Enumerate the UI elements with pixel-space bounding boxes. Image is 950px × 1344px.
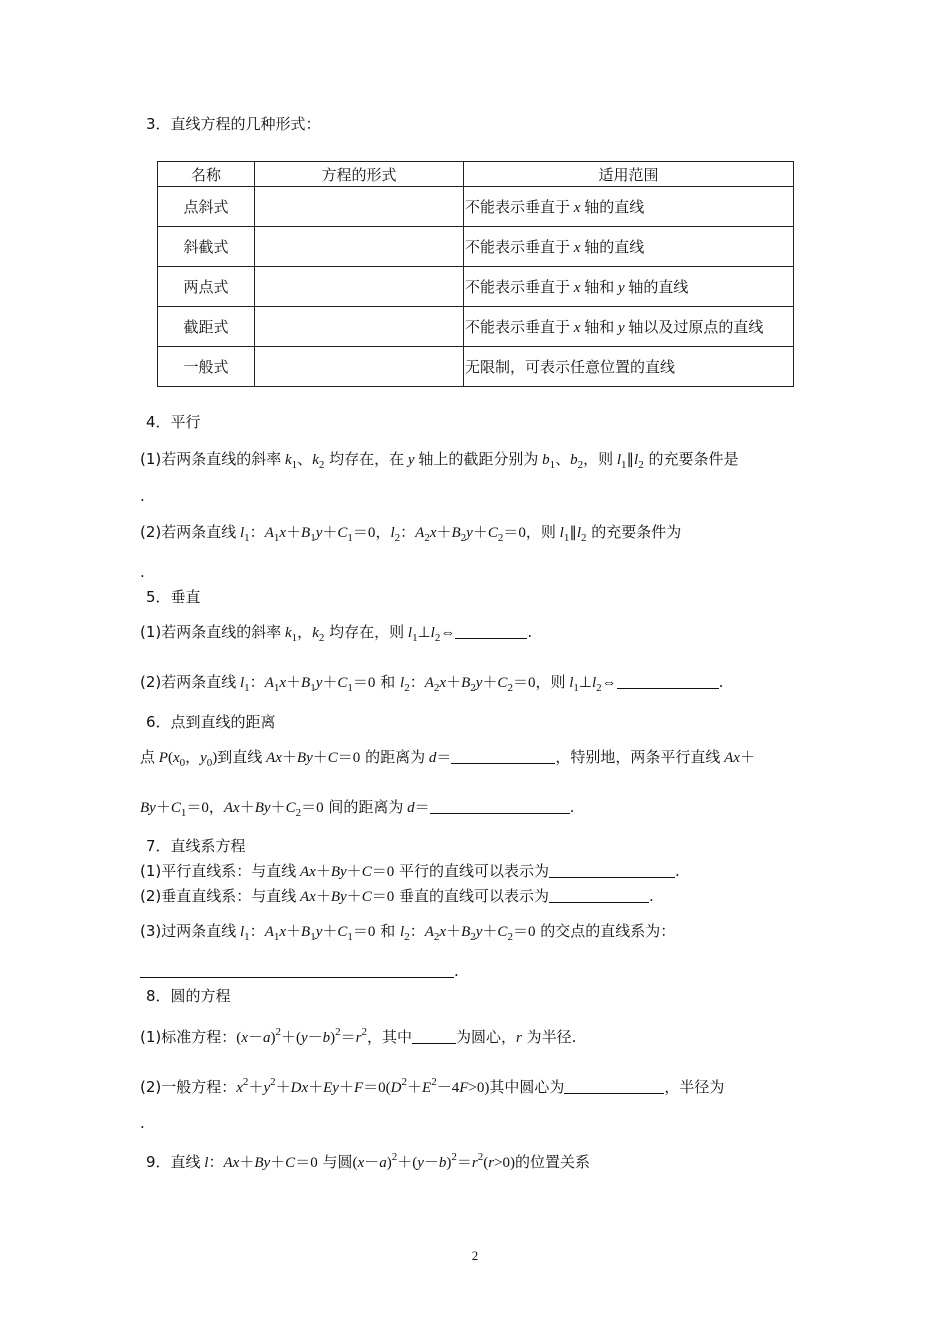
table-cell-formula <box>255 347 464 387</box>
section-6-heading: 6．点到直线的距离 <box>146 713 276 731</box>
line-family-item-3-blank: . <box>140 961 459 981</box>
table-row <box>158 307 794 347</box>
table-cell-scope: 不能表示垂直于 x 轴的直线 <box>464 187 794 227</box>
table-row <box>158 347 794 387</box>
table-row <box>158 227 794 267</box>
table-cell-scope: 不能表示垂直于 x 轴和 y 轴的直线 <box>464 267 794 307</box>
circle-general-equation: (2)一般方程：$x^2+y^2+Dx+Ey+F=0(D^2+E^2-4F>0)$其中圆心为 ，半径为 <box>140 1076 725 1096</box>
table-header-formula: 方程的形式 <box>255 162 464 187</box>
parallel-item-2: (2)若两条直线 $l_1$：$A_1x+B_1y+C_1=0$，$l_2$：$A_2x+B_2y+C_2=0$，则 $l_1\parallel l_2$ 的充要条件为 <box>140 523 682 544</box>
circle-standard-equation: (1)标准方程：$(x-a)^2+(y-b)^2=r^2$，其中 为圆心，r 为半径. <box>140 1026 577 1046</box>
section-7-heading: 7．直线系方程 <box>146 837 246 855</box>
table-row <box>158 267 794 307</box>
table-cell-formula <box>255 267 464 307</box>
table-cell-name: 两点式 <box>158 267 255 307</box>
table-cell-scope: 不能表示垂直于 x 轴的直线 <box>464 227 794 267</box>
table-row <box>158 187 794 227</box>
section-4-heading: 4．平行 <box>146 413 201 431</box>
section-3-heading: 3．直线方程的几种形式： <box>146 115 321 133</box>
table-cell-name: 一般式 <box>158 347 255 387</box>
table-cell-formula <box>255 227 464 267</box>
table-header-name: 名称 <box>158 162 255 187</box>
line-family-item-3: (3)过两条直线 $l_1$：$A_1x+B_1y+C_1=0$ 和 $l_2$：$A_2x+B_2y+C_2=0$ 的交点的直线系为： <box>140 922 676 943</box>
perpendicular-item-2: (2)若两条直线 $l_1$：$A_1x+B_1y+C_1=0$ 和 $l_2$：$A_2x+B_2y+C_2=0$，则 $l_1\perp l_2\Leftrightarrow$ . <box>140 673 724 694</box>
parallel-item-2-end: . <box>140 563 145 581</box>
table-cell-name: 斜截式 <box>158 227 255 267</box>
line-equation-forms-table <box>157 161 794 387</box>
table-cell-name: 点斜式 <box>158 187 255 227</box>
table-header-scope: 适用范围 <box>464 162 794 187</box>
table-header-row <box>158 162 794 187</box>
page-number: 2 <box>471 1248 479 1263</box>
line-family-item-2: (2)垂直直线系：与直线 Ax＋By＋C＝0 垂直的直线可以表示为 . <box>140 887 654 905</box>
table-cell-scope: 无限制，可表示任意位置的直线 <box>464 347 794 387</box>
table-cell-scope: 不能表示垂直于 x 轴和 y 轴以及过原点的直线 <box>464 307 794 347</box>
distance-line-1: 点 $P(x_0$，$y_0$)到直线 Ax＋By＋C＝0 的距离为 d＝ ，特别地，两条平行直线 Ax＋ <box>140 748 755 769</box>
section-9-heading: 9．直线 l：Ax＋By＋C＝0 与圆$(x-a)^2+(y-b)^2=r^2(r>0)$的位置关系 <box>146 1151 591 1171</box>
distance-line-2: $By+C_1=0$，$Ax+By+C_2=0$ 间的距离为 d＝ . <box>140 798 575 819</box>
perpendicular-item-1: (1)若两条直线的斜率 $k_1$，$k_2$ 均存在，则 $l_1\perp l_2\Leftrightarrow$ . <box>140 623 533 644</box>
section-8-heading: 8．圆的方程 <box>146 987 231 1005</box>
table-cell-name: 截距式 <box>158 307 255 347</box>
parallel-item-1-end: . <box>140 487 145 505</box>
table-cell-formula <box>255 307 464 347</box>
line-family-item-1: (1)平行直线系：与直线 Ax＋By＋C＝0 平行的直线可以表示为 . <box>140 862 680 880</box>
parallel-item-1: (1)若两条直线的斜率 $k_1$、$k_2$ 均存在，在 y 轴上的截距分别为 $b_1$、$b_2$，则 $l_1\parallel l_2$ 的充要条件是 <box>140 450 739 471</box>
circle-general-equation-end: . <box>140 1114 145 1132</box>
section-5-heading: 5．垂直 <box>146 588 201 606</box>
table-cell-formula <box>255 187 464 227</box>
